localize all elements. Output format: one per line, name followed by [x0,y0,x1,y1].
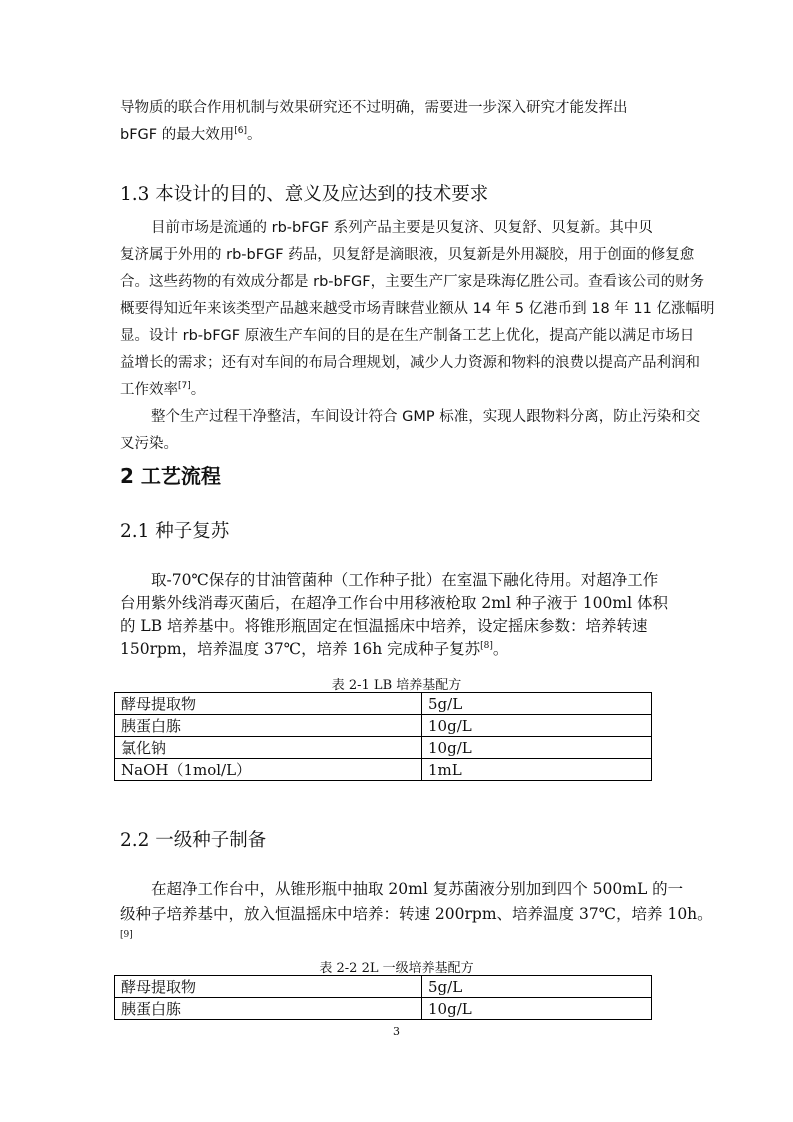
table-cell: 氯化钠 [115,737,422,759]
table-cell: 10g/L [422,998,652,1020]
para-line: 合。这些药物的有效成分都是 rb-bFGF，主要生产厂家是珠海亿胜公司。查看该公司的财务 [120,274,705,290]
table-caption-2-1: 表 2-1 LB 培养基配方 [331,678,462,693]
section-heading-1-3: 1.3 本设计的目的、意义及应达到的技术要求 [120,184,489,205]
table-primary-seed-medium [114,975,652,1020]
para-line: 的 LB 培养基中。将锥形瓶固定在恒温摇床中培养，设定摇床参数：培养转速 [120,617,648,635]
intro-line-2-text: bFGF 的最大效用 [120,127,235,143]
para-line-text: 工作效率 [120,382,178,398]
table-cell: 胰蛋白胨 [115,715,422,737]
table-row [115,759,652,781]
intro-line-2-end: 。 [246,127,262,143]
section-heading-2: 2 工艺流程 [120,464,221,488]
table-lb-medium [114,692,652,781]
table-cell: 胰蛋白胨 [115,998,422,1020]
table-row [115,715,652,737]
citation-ref: [6] [234,126,247,137]
para-line: 复济属于外用的 rb-bFGF 药品，贝复舒是滴眼液，贝复新是外用凝胶，用于创面的修复愈 [120,247,695,263]
para-line: 益增长的需求；还有对车间的布局合理规划，减少人力资源和物料的浪费以提高产品利润和 [120,355,700,371]
para-line: 叉污染。 [120,436,178,452]
para-line-text: 150rpm，培养温度 37℃，培养 16h 完成种子复苏 [120,640,481,658]
table-cell: 酵母提取物 [115,976,422,998]
table-cell: 10g/L [422,737,652,759]
section-heading-2-1: 2.1 种子复苏 [120,521,230,542]
para-line: 整个生产过程干净整洁，车间设计符合 GMP 标准，实现人跟物料分离，防止污染和交 [151,409,701,425]
intro-line-2 [120,124,261,146]
para-line: 取-70℃保存的甘油管菌种（工作种子批）在室温下融化待用。对超净工作 [151,571,659,589]
para-line: 显。设计 rb-bFGF 原液生产车间的目的是在生产制备工艺上优化，提高产能以满足市场日 [120,328,695,344]
table-cell: 酵母提取物 [115,693,422,715]
table-row [115,998,652,1020]
para-line: 目前市场是流通的 rb-bFGF 系列产品主要是贝复济、贝复舒、贝复新。其中贝 [151,220,653,236]
section-heading-2-2: 2.2 一级种子制备 [120,830,267,851]
para-line: 在超净工作台中，从锥形瓶中抽取 20ml 复苏菌液分别加到四个 500mL 的一 [151,880,684,898]
page-number: 3 [393,1025,400,1038]
para-line [120,379,205,401]
table-cell: 1mL [422,759,652,781]
table-cell: NaOH（1mol/L） [115,759,422,781]
para-line [120,638,508,660]
table-row [115,693,652,715]
table-row [115,737,652,759]
para-line: 级种子培养基中，放入恒温摇床中培养：转速 200rpm、培养温度 37℃，培养 10h。 [120,905,713,923]
para-line-end: 。 [190,382,206,398]
para-line: 概要得知近年来该类型产品越来越受市场青睐营业额从 14 年 5 亿港币到 18 年 11 亿涨幅明 [120,301,715,317]
para-line: 台用紫外线消毒灭菌后，在超净工作台中用移液枪取 2ml 种子液于 100ml 体积 [120,594,668,612]
citation-ref: [9] [120,930,133,940]
para-line-end: 。 [492,640,509,658]
citation-ref: [7] [178,381,191,392]
table-row [115,976,652,998]
table-cell: 5g/L [422,976,652,998]
citation-ref: [8] [480,640,493,651]
table-cell: 10g/L [422,715,652,737]
intro-line-1: 导物质的联合作用机制与效果研究还不过明确，需要进一步深入研究才能发挥出 [120,100,628,116]
table-caption-2-2: 表 2-2 2L 一级培养基配方 [319,961,474,976]
table-cell: 5g/L [422,693,652,715]
